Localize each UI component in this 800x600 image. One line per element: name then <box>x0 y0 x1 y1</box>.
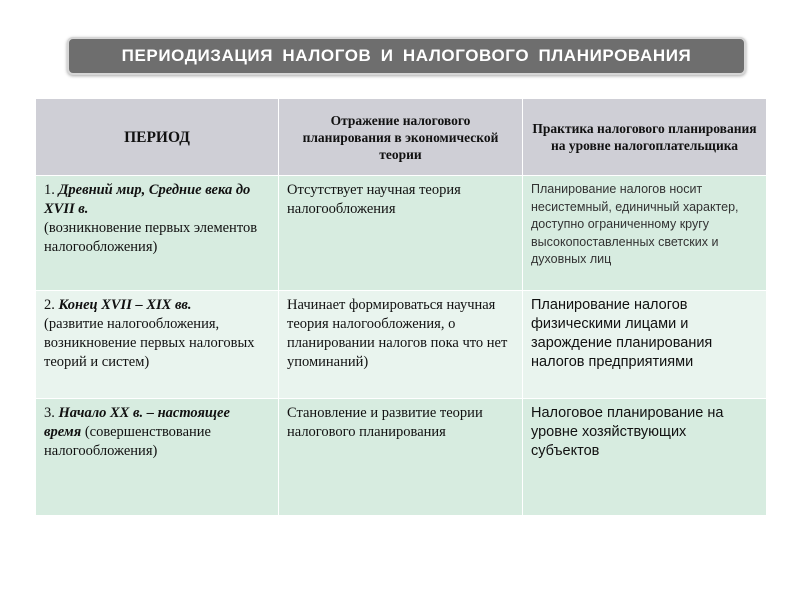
table-row <box>36 291 767 399</box>
period-name: Древний мир, Средние века до XVII в. <box>44 182 251 217</box>
theory-cell: Становление и развитие теории налогового планирования <box>279 399 523 516</box>
practice-cell: Налоговое планирование на уровне хозяйствующих субъектов <box>523 399 767 516</box>
period-number: 1. <box>44 182 59 198</box>
title-banner <box>67 37 746 75</box>
page-title: ПЕРИОДИЗАЦИЯ НАЛОГОВ И НАЛОГОВОГО ПЛАНИРОВАНИЯ <box>121 46 692 65</box>
header-practice: Практика налогового планирования на уровне налогоплательщика <box>523 99 767 176</box>
practice-cell: Планирование налогов физическими лицами и зарождение планирования налогов предприятиями <box>523 291 767 399</box>
header-period: ПЕРИОД <box>36 99 279 176</box>
table-header-row <box>36 99 767 176</box>
period-cell <box>36 176 279 291</box>
period-cell <box>36 291 279 399</box>
period-name: Начало XX в. – настоящее время <box>44 405 230 440</box>
theory-cell: Начинает формироваться научная теория налогообложения, о планировании налогов пока что нет упоминаний) <box>279 291 523 399</box>
period-name: Конец XVII – XIX вв. <box>58 297 192 313</box>
period-number: 3. <box>44 405 59 421</box>
theory-cell: Отсутствует научная теория налогообложения <box>279 176 523 291</box>
period-cell <box>36 399 279 516</box>
periodization-table <box>35 98 767 516</box>
header-theory: Отражение налогового планирования в экономической теории <box>279 99 523 176</box>
period-description: (возникновение первых элементов налогообложения) <box>44 220 258 255</box>
practice-cell: Планирование налогов носит несистемный, единичный характер, доступно ограниченному кругу высокопоставленных светских и духовных лиц <box>523 176 767 291</box>
table-row <box>36 176 767 291</box>
period-number: 2. <box>44 297 59 313</box>
period-description: (совершенствование налогообложения) <box>44 424 211 459</box>
table-row <box>36 399 767 516</box>
period-description: (развитие налогообложения, возникновение первых налоговых теорий и систем) <box>44 316 255 370</box>
